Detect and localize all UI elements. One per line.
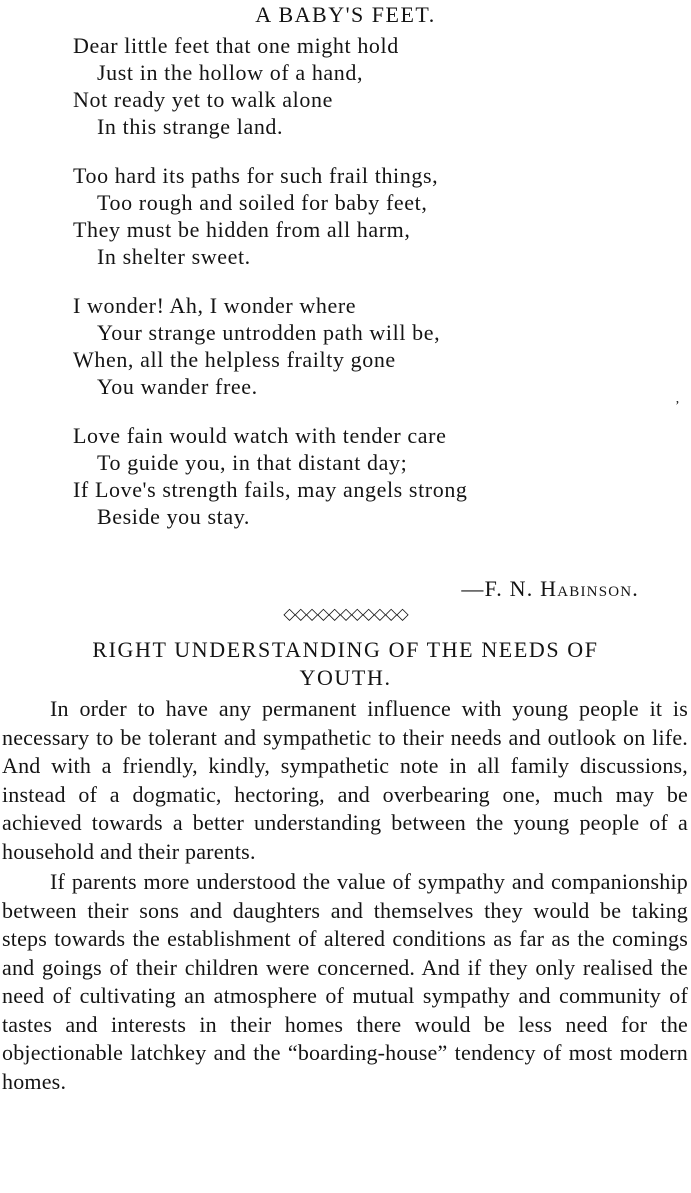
poem-line: Dear little feet that one might hold [73, 33, 399, 58]
poem-line: Too hard its paths for such frail things, [73, 163, 439, 188]
poem-title: A BABY'S FEET. [255, 2, 436, 27]
article-paragraph-2: If parents more understood the value of sympathy and companionship between their sons and daughters and themselves they would be taking steps towards the establishment of altered conditions as far as the comings and goings of their children were concerned. And if they only realised the need of cultivating an atmosphere of mutual sympathy and community of tastes and interests in their homes there would be less need for the objectionable latchkey and the “boarding-house” tendency of most modern homes. [2, 869, 688, 1094]
poem-line: If Love's strength fails, may angels strong [73, 477, 468, 502]
poem-line: Too rough and soiled for baby feet, [97, 190, 428, 215]
poem-line: Beside you stay. [97, 504, 250, 529]
poem-line: When, all the helpless frailty gone [73, 347, 396, 372]
poem-line: I wonder! Ah, I wonder where [73, 293, 357, 318]
poem-line: To guide you, in that distant day; [97, 450, 408, 475]
article-paragraph-1: In order to have any permanent influence with young people it is necessary to be tolerant and sympathetic to their needs and outlook on life. And with a friendly, kindly, sympathetic note in all family discussions, instead of a dogmatic, hectoring, and overbearing one, much may be achieved towards a better understanding between the young people of a household and their parents. [2, 696, 688, 864]
poem-line: They must be hidden from all harm, [73, 217, 411, 242]
poem-stanza-4 [73, 422, 673, 530]
poem-line: In this strange land. [97, 114, 284, 139]
poem-line: Just in the hollow of a hand, [97, 60, 364, 85]
poem-author: —F. N. Habinson. [461, 576, 639, 601]
ornament-divider: ◇◇◇◇◇◇◇◇◇◇◇ [283, 604, 408, 623]
print-speck: ’ [675, 399, 680, 414]
poem-line: In shelter sweet. [97, 244, 251, 269]
poem-stanza-3 [73, 292, 673, 400]
poem-line: Your strange untrodden path will be, [97, 320, 441, 345]
article-title [0, 636, 691, 692]
poem-body [73, 32, 673, 552]
poem-line: You wander free. [97, 374, 258, 399]
poem-line: Love fain would watch with tender care [73, 423, 447, 448]
article-title-line-2: YOUTH. [299, 665, 392, 690]
poem-stanza-2 [73, 162, 673, 270]
poem-line: Not ready yet to walk alone [73, 87, 333, 112]
article-title-line-1: RIGHT UNDERSTANDING OF THE NEEDS OF [92, 637, 599, 662]
poem-stanza-1 [73, 32, 673, 140]
article-body [2, 695, 688, 1098]
